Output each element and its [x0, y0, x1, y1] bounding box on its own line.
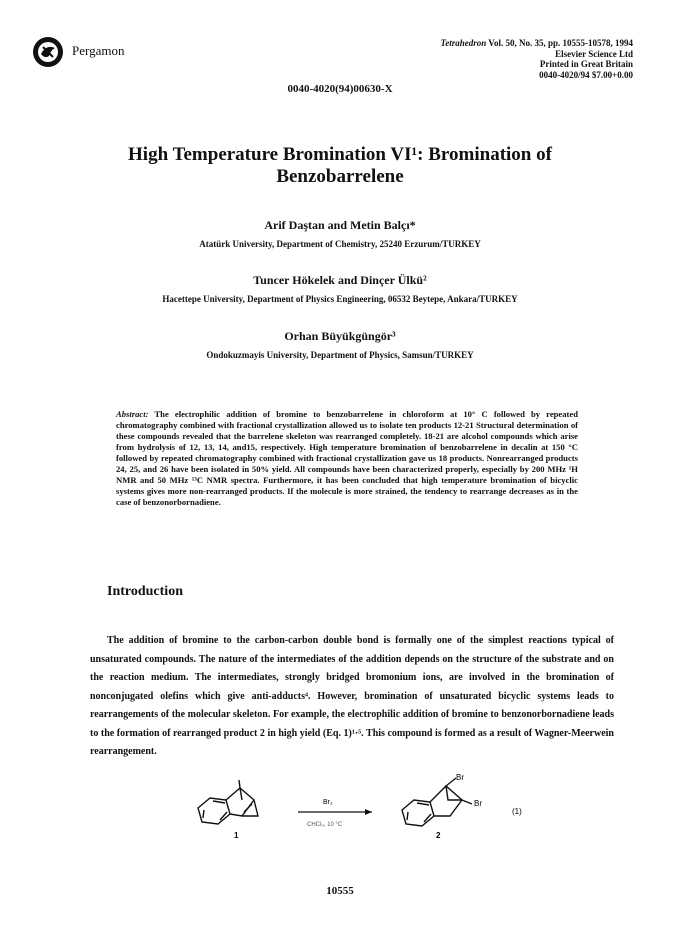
abstract — [116, 409, 578, 508]
journal-info — [373, 38, 633, 80]
compound-1-label: 1 — [234, 831, 239, 840]
bromine-label-top: Br — [456, 773, 464, 782]
reagent-bromine: Br₂ — [323, 799, 333, 806]
compound-2-label: 2 — [436, 831, 441, 840]
author-group-3: Orhan Büyükgüngör³ — [284, 329, 396, 343]
paper-title — [60, 144, 620, 188]
author-group-2: Tuncer Hökelek and Dinçer Ülkü² — [253, 273, 427, 287]
title-line-1: High Temperature Bromination VI¹: Bromination of — [128, 144, 552, 165]
reagent-conditions: CHCl₃, 10 °C — [307, 822, 343, 828]
pergamon-logo-icon — [32, 36, 64, 68]
abstract-text: The electrophilic addition of bromine to benzobarrelene in chloroform at 10° C followed by repeated chromatography combined with fractional crystallization allowed us to isolate ten products 12-21 Structural determination of these compounds revealed that the barrelene skeleton was rearranged completely. 18-21 are alcohol compounds which arise from hydrolysis of 12, 13, 14, and15, respectively. High temperature bromination of benzobarrelene in decalin at 150 °C followed by repeated chromatography combined with fractional crystallization gave us 18 products. Nonrearranged products 24, 25, and 26 have been isolated in 50% yield. All compounds have been characterized properly, especially by 200 MHz ¹H NMR and 50 MHz ¹³C NMR spectra. Furthermore, it has been concluded that high temperature bromination of bicyclic systems gives more non-rearranged products. If the molecule is more strained, the tendency to rearrange decreases as in the case of benzonorbornadiene. — [116, 409, 578, 507]
journal-name: Tetrahedron — [440, 38, 487, 48]
affiliation-2: Hacettepe University, Department of Physics Engineering, 06532 Beytepe, Ankara/TURKEY — [162, 294, 518, 304]
journal-publisher: Elsevier Science Ltd — [555, 48, 633, 59]
bromine-label-right: Br — [474, 799, 482, 808]
page-number: 10555 — [326, 885, 354, 897]
title-line-2: Benzobarrelene — [276, 166, 404, 187]
compound-1-structure — [198, 780, 258, 824]
affiliation-3: Ondokuzmayis University, Department of Physics, Samsun/TURKEY — [206, 350, 474, 360]
doi-code: 0040-4020(94)00630-X — [287, 83, 393, 95]
affiliation-1: Atatürk University, Department of Chemistry, 25240 Erzurum/TURKEY — [199, 239, 481, 249]
journal-issn: 0040-4020/94 $7.00+0.00 — [539, 69, 633, 80]
section-heading-introduction: Introduction — [107, 584, 183, 599]
intro-paragraph: The addition of bromine to the carbon-carbon double bond is formally one of the simplest reactions typical of unsaturated compounds. The nature of the intermediates of the addition depends on the structure of the substrate and on the reaction medium. The intermediates, strongly bridged bromonium ions, are involved in the bromination of nonconjugated olefins which give anti-adducts⁴. However, bromination of unsaturated bicyclic systems leads to rearrangements of the molecular skeleton. For example, the electrophilic addition of bromine to benzonorbornadiene leads to the formation of rearranged product 2 in high yield (Eq. 1)¹·⁵. This compound is formed as a result of Wagner-Meerwein rearrangement. — [90, 635, 614, 757]
publisher-name: Pergamon — [72, 43, 125, 58]
reaction-scheme — [180, 770, 540, 840]
equation-number: (1) — [512, 807, 522, 816]
journal-volume: Vol. 50, No. 35, pp. 10555-10578, 1994 — [486, 38, 633, 48]
journal-printed: Printed in Great Britain — [539, 59, 633, 69]
author-group-1: Arif Daştan and Metin Balçı* — [264, 218, 416, 232]
abstract-label: Abstract: — [116, 409, 149, 419]
compound-2-structure — [402, 778, 472, 826]
